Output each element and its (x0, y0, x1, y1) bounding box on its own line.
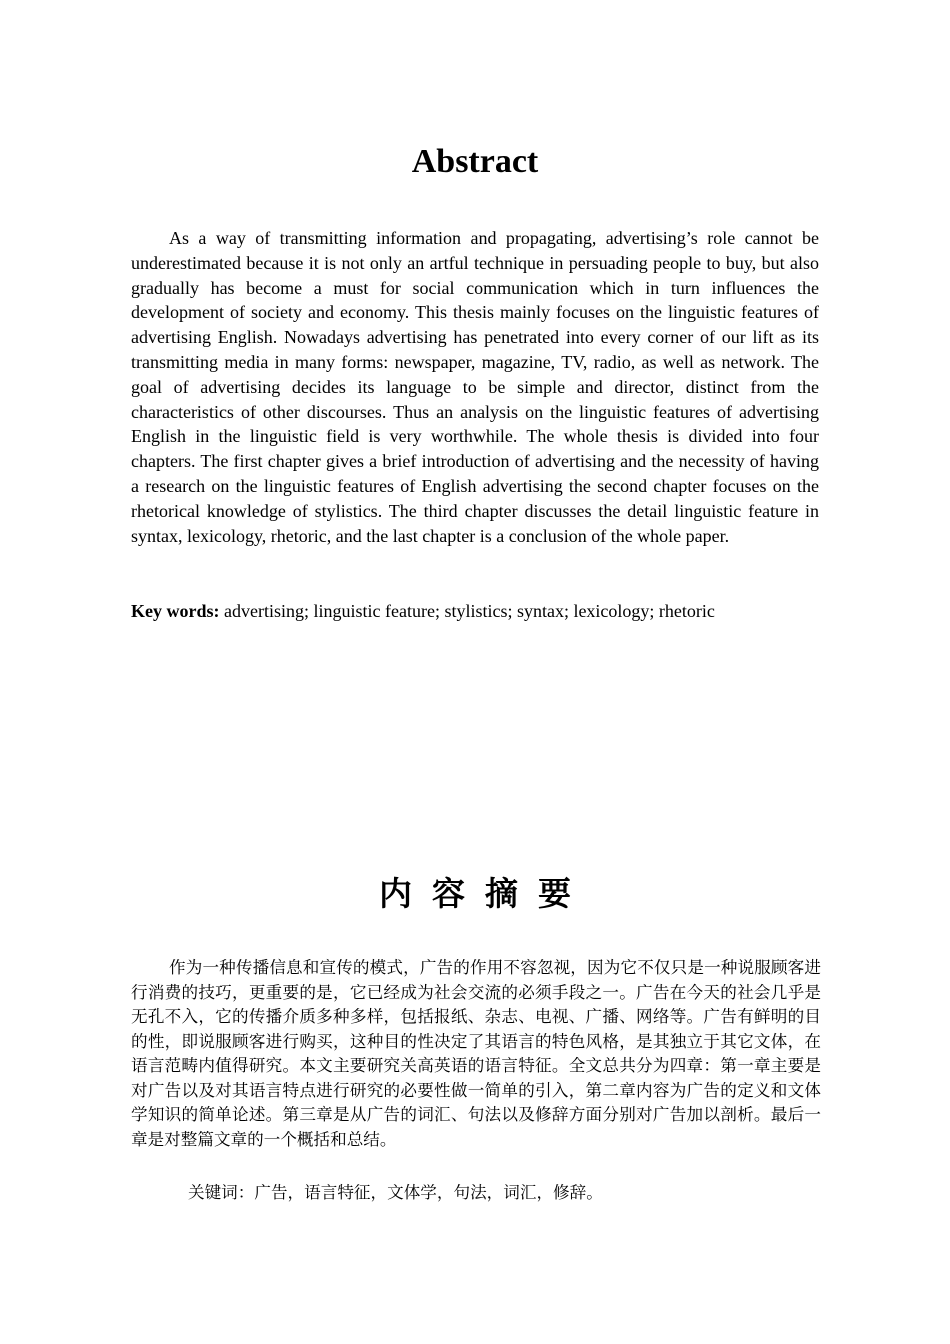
english-keywords-label: Key words: (131, 601, 220, 621)
english-abstract-body: As a way of transmitting information and propagating, advertising’s role cannot be underestimated because it is not only an artful technique in persuading people to buy, but also gradually has become a must for social communication which in turn influences the development of society and economy. This thesis mainly focuses on the linguistic features of advertising English. Nowadays advertising has penetrated into every corner of our lift as its transmitting media in many forms: newspaper, magazine, TV, radio, as well as network. The goal of advertising decides its language to be simple and director, distinct from the characteristics of other discourses. Thus an analysis on the linguistic features of advertising English in the linguistic field is very worthwhile. The whole thesis is divided into four chapters. The first chapter gives a brief introduction of advertising and the necessity of having a research on the linguistic features of English advertising the second chapter focuses on the rhetorical knowledge of stylistics. The third chapter discusses the detail linguistic feature in syntax, lexicology, rhetoric, and the last chapter is a conclusion of the whole paper. (131, 228, 819, 546)
english-abstract-title: Abstract (411, 143, 539, 180)
chinese-abstract-body: 作为一种传播信息和宣传的模式，广告的作用不容忽视，因为它不仅只是一种说服顾客进行消费的技巧，更重要的是，它已经成为社会交流的必须手段之一。广告在今天的社会几乎是无孔不入，它的传播介质多种多样，包括报纸、杂志、电视、广播、网络等。广告有鲜明的目的性，即说服顾客进行购买，这种目的性决定了其语言的特色风格，是其独立于其它文体，在语言范畴内值得研究。本文主要研究关高英语的语言特征。全文总共分为四章：第一章主要是对广告以及对其语言特点进行研究的必要性做一简单的引入，第二章内容为广告的定义和文体学知识的简单论述。第三章是从广告的词汇、句法以及修辞方面分别对广告加以剖析。最后一章是对整篇文章的一个概括和总结。 (131, 958, 821, 1149)
chinese-abstract-title: 内容摘要 (379, 874, 591, 913)
chinese-keywords: 关键词：广告，语言特征，文体学，句法，词汇，修辞。 (188, 1183, 603, 1202)
english-keywords (131, 599, 819, 624)
english-keywords-list: advertising; linguistic feature; stylistics; syntax; lexicology; rhetoric (224, 601, 715, 621)
